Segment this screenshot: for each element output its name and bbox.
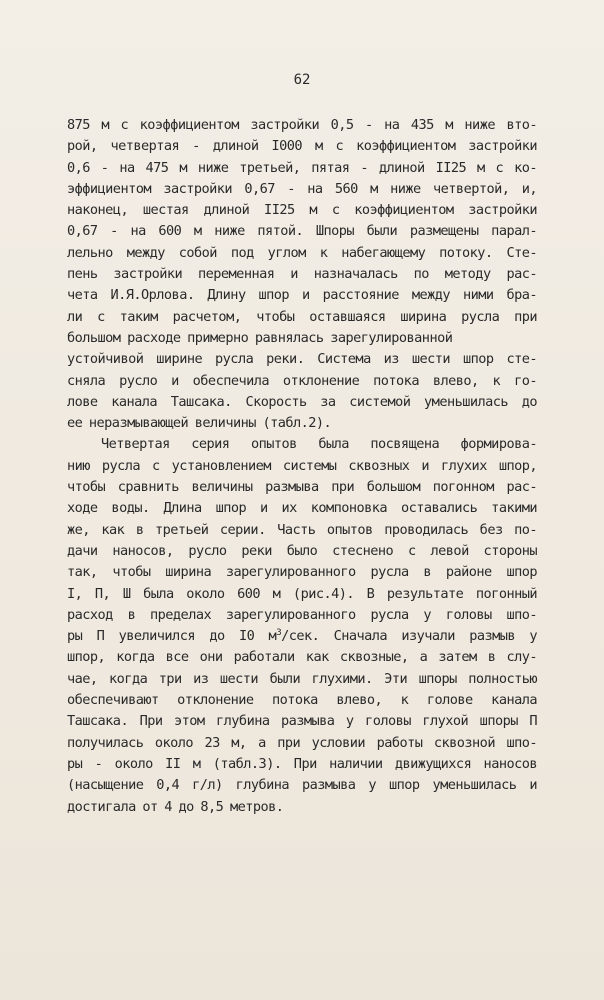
text-line: же, как в третьей серии. Часть опытов проводилась без по- <box>67 521 537 538</box>
text-line: чета И.Я.Орлова. Длину шпор и расстояние между ними бра- <box>67 287 537 304</box>
page-number: 62 <box>293 72 311 88</box>
text-line: пень застройки переменная и назначалась по методу рас- <box>67 266 537 283</box>
text-line: дачи наносов, русло реки было стеснено с левой стороны <box>67 542 537 559</box>
text-line: ее неразмывающей величины (табл.2). <box>67 415 332 432</box>
text-line: I, П, Ш была около 600 м (рис.4). В результате погонный <box>67 585 537 602</box>
text-line: чае, когда три из шести были глухими. Эти шпоры полностью <box>67 670 537 687</box>
text-line: достигала от 4 до 8,5 метров. <box>67 798 284 815</box>
superscript-3: 3 <box>276 628 282 639</box>
text-line: обеспечивают отклонение потока влево, к голове канала <box>67 692 537 709</box>
text-line: лельно между собой под углом к набегающему потоку. Сте- <box>67 244 537 261</box>
text-line: ли с таким расчетом, чтобы оставшаяся ширина русла при <box>67 308 537 325</box>
text-line: (насыщение 0,4 г/л) глубина размыва у шпор уменьшилась и <box>67 777 537 794</box>
text-line: так, чтобы ширина зарегулированного русла в районе шпор <box>67 564 537 581</box>
text-line: Четвертая серия опытов была посвящена формирова- <box>101 436 537 453</box>
text-line: ры П увеличился до I0 $м^3$/сек. Сначала изучали размыв у <box>67 628 537 645</box>
text-line: 0,67 - на 600 м ниже пятой. Шпоры были размещены парал- <box>67 223 537 240</box>
text-line: устойчивой ширине русла реки. Система из шести шпор сте- <box>67 351 537 368</box>
body-text <box>67 115 537 818</box>
text-line: нию русла с установлением системы сквозных и глухих шпор, <box>67 457 537 474</box>
text-line: большом расходе примерно равнялась зарегулированной <box>67 329 453 346</box>
text-line: рой, четвертая - длиной I000 м с коэффициентом застройки <box>67 138 537 155</box>
text-line: наконец, шестая длиной II25 м с коэффициентом застройки <box>67 202 537 219</box>
text-line: 0,6 - на 475 м ниже третьей, пятая - длиной II25 м с ко- <box>67 159 537 176</box>
text-line: ходе воды. Длина шпор и их компоновка оставались такими <box>67 500 537 517</box>
text-line: Ташсака. При этом глубина размыва у головы глухой шпоры П <box>67 713 537 730</box>
text-line: получилась около 23 м, а при условии работы сквозной шпо- <box>67 734 537 751</box>
text-line: сняла русло и обеспечила отклонение потока влево, к го- <box>67 372 537 389</box>
text-line: 875 м с коэффициентом застройки 0,5 - на 435 м ниже вто- <box>67 117 537 133</box>
text-line: ры - около II м (табл.3). При наличии движущихся наносов <box>67 755 537 772</box>
text-line: расход в пределах зарегулированного русла у головы шпо- <box>67 606 537 623</box>
text-line: чтобы сравнить величины размыва при большом погонном рас- <box>67 479 537 496</box>
text-line: шпор, когда все они работали как сквозные, а затем в слу- <box>67 649 537 666</box>
text-line: лове канала Ташсака. Скорость за системой уменьшилась до <box>67 393 537 410</box>
text-line: эффициентом застройки 0,67 - на 560 м ниже четвертой, и, <box>67 180 537 197</box>
